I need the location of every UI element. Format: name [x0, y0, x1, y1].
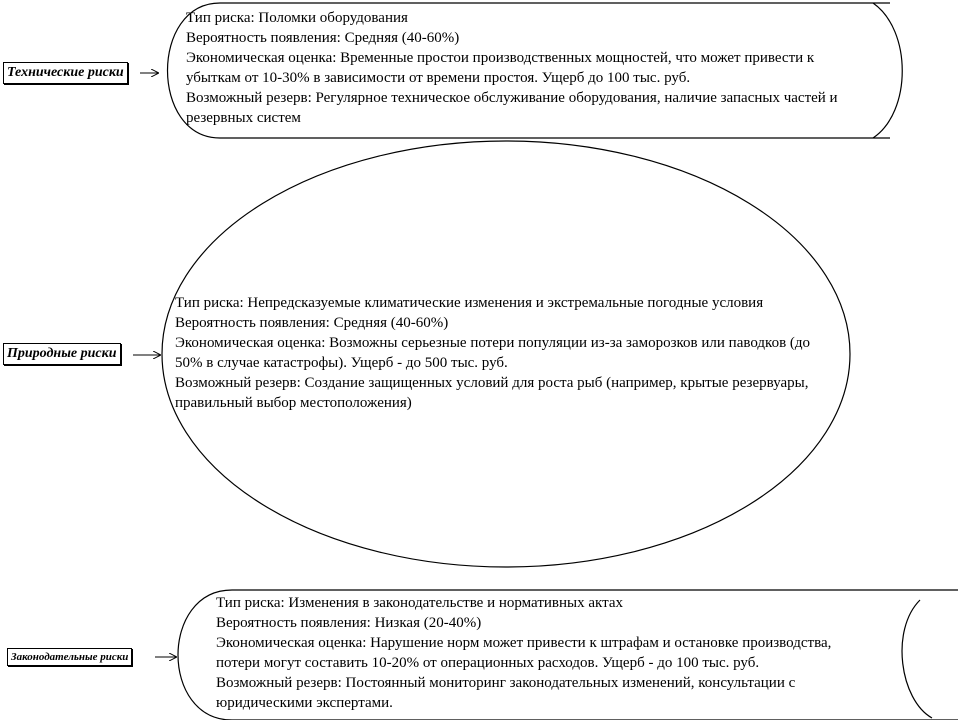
risk-reserve-line: Возможный резерв: Постоянный мониторинг законодательных изменений, консультации с [216, 675, 796, 691]
risk-assessment-line: Экономическая оценка: Временные простои производственных мощностей, что может привести к [186, 50, 815, 66]
risk-type-line: Тип риска: Изменения в законодательстве и нормативных актах [216, 595, 623, 611]
risk-assessment-line: потери могут составить 10-20% от операционных расходов. Ущерб - до 100 тыс. руб. [216, 655, 760, 671]
risk-assessment-line: Экономическая оценка: Нарушение норм может привести к штрафам и остановке производства, [216, 635, 832, 651]
risk-reserve-line: правильный выбор местоположения) [175, 395, 412, 411]
risk-type-line: Тип риска: Поломки оборудования [186, 10, 408, 26]
risk-reserve-line: Возможный резерв: Регулярное техническое обслуживание оборудования, наличие запасных частей и [186, 90, 838, 106]
risk-probability-line: Вероятность появления: Средняя (40-60%) [175, 315, 449, 331]
risk-assessment-line: убыткам от 10-30% в зависимости от времени простоя. Ущерб до 100 тыс. руб. [186, 70, 691, 86]
risk-reserve-line: резервных систем [186, 110, 301, 126]
risk-type-line: Тип риска: Непредсказуемые климатические изменения и экстремальные погодные условия [175, 295, 764, 311]
risk-reserve-line: Возможный резерв: Создание защищенных условий для роста рыб (например, крытые резервуары, [175, 375, 809, 391]
technical-risk-right-arc [873, 3, 902, 138]
technical-risk-label: Технические риски [3, 62, 128, 84]
legislative-risk-right-arc [902, 600, 932, 718]
natural-risk-label: Природные риски [3, 343, 121, 365]
legislative-risk-text [216, 593, 831, 713]
risk-reserve-line: юридическими экспертами. [216, 695, 393, 711]
risk-probability-line: Вероятность появления: Низкая (20-40%) [216, 615, 482, 631]
risk-probability-line: Вероятность появления: Средняя (40-60%) [186, 30, 460, 46]
technical-risk-text [186, 8, 838, 128]
risk-assessment-line: Экономическая оценка: Возможны серьезные потери популяции из-за заморозков или паводков (до [175, 335, 811, 351]
natural-risk-text [175, 293, 810, 413]
risk-assessment-line: 50% в случае катастрофы). Ущерб - до 500 тыс. руб. [175, 355, 508, 371]
legislative-risk-label: Законодательные риски [7, 648, 132, 666]
